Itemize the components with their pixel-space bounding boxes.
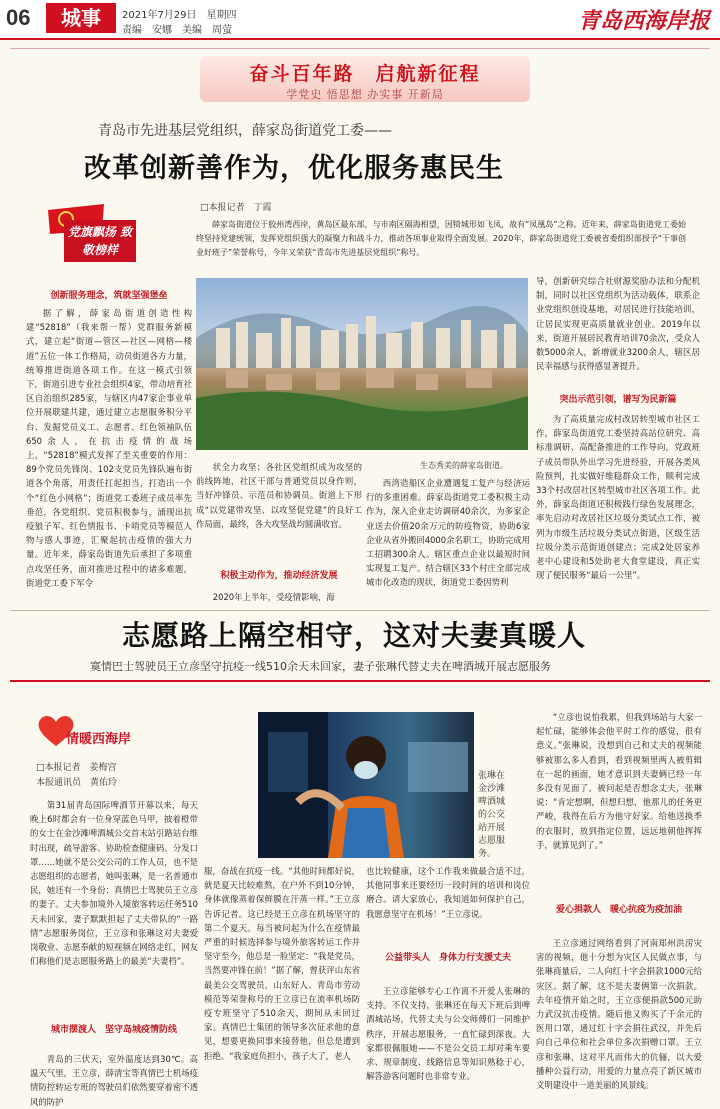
top-rule <box>10 48 710 49</box>
story2-column-2-text: 服，奋战在抗疫一线。“其他时间都好说，就是夏天比较难熬，在户外不到10分钟，身体就像蒸着保鲜膜在汗蒸一样。”王立彦告诉记者。这已经是王立彦在机场坚守的第二个夏天。每当被问起为什么在疫情最严重的时候选择参与境外旅客转运工作并坚守至今，他总是一脸坚定：“我是党员，当然要冲锋在前！”据了解，曾获评山东省最美公交驾驶员，山东好人、青岛市劳动模范等荣誉称号的王立彦已在流率机场防疫专班坚守了510余天，期间从未回过家。真情巴士集团的领导多次征求他的意见，想要更换同事来接替他，但总是遭到拒绝。“我家庭负担小，孩子大了，老人 <box>204 866 360 1061</box>
story1-column-2b <box>196 590 362 606</box>
warmth-badge-text: 情暖西海岸 <box>66 732 132 747</box>
party-badge <box>44 200 138 264</box>
story1-column-3 <box>366 476 530 606</box>
story2-column-3b <box>366 984 530 1095</box>
campaign-banner <box>200 56 530 102</box>
story-divider <box>10 610 710 611</box>
section-label: 城事 <box>46 3 116 33</box>
story2-column-4-text: “立彦也说怕我累，但我到场站与大家一起忙碌，能够体会他平时工作的感觉，很有意义。”张琳说，没想到自己和丈夫的视频能够被那么多人看到，看到视频里两人被剪辑在一起的画面，她才意识到夫妻俩已经一年多没有见面了。被问起是否想念丈夫，张琳说：“肯定想啊，但想归想，他那儿的任务更严峻，我得在后方为他守好家。给他送换季的衣服时，放到指定位置，远远地朝他挥挥手，就算见到了。” <box>536 712 702 850</box>
banner-subtitle: 学党史 悟思想 办实事 开新局 <box>286 88 444 101</box>
column-4-text: 导，创新研究综合社财源奖励办法和分配机制，同时以社区党组织为活动载体，联系企业党组织创设基地，对居民进行技能培训，让居民实现更高质量就业创业。2019年以来，街道开展居民教育培训70余次，受众人数5000余人，新增就业3200余人，辖区居民幸福感与获得感显著提升。 <box>536 276 700 372</box>
page-header <box>0 0 720 40</box>
story1-subhead-3: 突出示范引领，谱写为民新篇 <box>559 395 677 405</box>
story1-column-4 <box>536 274 700 374</box>
issue-date: 2021年7月29日 星期四 <box>122 10 237 21</box>
story2-column-2 <box>204 864 360 1095</box>
column-3-text: 西湾造船区企业遭遇复工复产与经济运行的多重困难。薛家岛街道党工委积极主动作为，深入企业走访调研40余次，为多家企业送去价值20余万元的防疫物资，协助6家企业从省外搬回4000余名职工，协助完成用工招聘300余人。辖区重点企业以最短时间实现复工复产。结合辖区33个村庄全部完成城市化改造的现状，街道党工委因势利 <box>366 478 530 588</box>
masthead-logo: 青岛西海岸报 <box>577 8 710 34</box>
warmth-badge <box>36 712 160 754</box>
story2-subhead-3: 爱心捐款人 暖心抗疫为疫加油 <box>555 905 682 915</box>
story2-column-1b <box>30 1052 198 1107</box>
story2-byline-2: 本报通讯员 黄佑玲 <box>36 778 118 788</box>
story1-subhead-1: 创新服务理念，筑就坚强堡垒 <box>50 291 168 301</box>
cityscape-illustration <box>196 278 528 450</box>
district-photo <box>196 278 528 450</box>
story2-column-1b-text: 青岛的三伏天，室外温度达到30℃。高温天气里，王立彦，薛清宝等真情巴士机场疫情防控转运专班的驾驶员们依然要穿着密不透风的防护 <box>30 1054 198 1107</box>
badge-text: 党旗飘扬 致敬榜样 <box>64 220 136 262</box>
story2-rule <box>10 680 710 682</box>
story2-subhead-1: 城市摆渡人 坚守岛城疫情防线 <box>50 1025 177 1035</box>
story1-byline: □本报记者 丁霞 <box>200 203 272 213</box>
story1-lede <box>196 218 686 262</box>
story2-column-4b <box>536 936 702 1095</box>
column-2b-text: 2020年上半年，受疫情影响，海 <box>212 592 335 602</box>
volunteer-illustration <box>258 712 474 858</box>
column-2-text: 状全力攻坚；各社区党组织成为攻坚的前线阵地，社区干部与普通党员以身作则，当好冲锋员、示范员和协调员。街道上下形成“以党建带攻坚、以攻坚促党建”的良好工作局面，最终，各大攻坚战均圆满收官。 <box>196 462 362 529</box>
banner-title: 奋斗百年路 启航新征程 <box>249 63 481 85</box>
story2-column-4 <box>536 710 702 896</box>
story1-column-1 <box>26 306 192 604</box>
story1-column-4b <box>536 412 700 606</box>
volunteer-photo <box>258 712 474 858</box>
story2-byline-1: □本报记者 姜梅宫 <box>36 763 117 773</box>
column-1-text: 据了解，薛家岛街道创造性构建“52818”（我来帮一帮）党群服务新模式，建立起“街道—管区—社区—网格—楼道”五位一体工作格局，动员街道各方力量，统筹推进街道各项工作。在这一模式引领下，街道引进专业社会组织4家，带动培育社区自治组织285家，与辖区内47家企事业单位开展联建共建，通过建立志愿服务积分平台、发掘党员义工、志愿者、红色领袖队伍650余人，在抗击疫情的战场上，“52818”模式发挥了至关重要的作用：89个党员先锋岗、102支党员先锋队遍布街道各个角落，用责任扛起担当，打造出一个个“红色小网格”；街道党工委班子成员率先垂范，各党组织、党员积极参与，涌现出抗疫狼子军、红色情报书、卡哨党员等模范人物与感人事迹，汇聚起抗击疫情的强大力量。近年来，薛家岛街道先后承担了多项重点攻坚任务，面对推进过程中的诸多难题，街道党工委下军令 <box>26 308 192 588</box>
story2-subhead-2: 公益带头人 身体力行支援丈夫 <box>384 953 511 963</box>
story1-column-2 <box>196 460 362 566</box>
story2-column-4b-text: 王立彦通过网络看到了河南郑州洪涝灾害的视频，他十分想为灾区人民做点事，与张琳商量后，二人向红十字会捐款1000元给灾区。据了解，这不是夫妻俩第一次捐款。去年疫情开始之时，王立彦便捐款500元助力武汉抗击疫情。随后他又购买了千余元的医用口罩，通过红十字会捐往武汉，并先后向自己单位和社会单位多次捐赠口罩。王立彦和张琳，这对平凡而伟大的伉俪，以大爱播种公益行动，用爱的力量点亮了新区城市文明建设中一道美丽的风景线。 <box>536 938 702 1091</box>
photo1-caption: 生态秀美的薛家岛街道。 <box>420 461 508 470</box>
page-number: 06 <box>6 5 31 30</box>
story2-column-3-text: 也比较健康，这个工作我来做最合适不过，其他同事来还要经历一段时间的培训和岗位磨合。请大家放心，我知道如何保护自己，我愿意坚守在机场！”王立彦说。 <box>366 866 530 919</box>
story2-subhead: 寞情巴士驾驶员王立彦坚守抗疫一线510余天未回家，妻子张琳代替丈夫在啤酒城开展志愿服务 <box>90 660 551 673</box>
photo2-caption: 张琳在金沙滩啤酒城的公交站开展志愿服务。 <box>478 771 506 859</box>
editors-line: 责编 安娜 美编 周萤 <box>122 25 232 36</box>
lede-text: 薛家岛街道位于胶州湾西岸，黄岛区最东部，与市南区隔海相望，因犄城形如飞凤，故有“凤凰岛”之称。近年来，薛家岛街道党工委始终坚持党建统领，发挥党组织强大的凝聚力和战斗力，推动各项事业取得全面发展。2020年，薛家岛街道党工委被省委组织部授予“干事创业好班子”荣誉称号，今年又荣获“青岛市先进基层党组织”称号。 <box>196 220 686 257</box>
story2-column-1-text: 第31届青岛国际啤酒节开幕以来，每天晚上6时都会有一位身穿蓝色马甲，披着橙带的女士在金沙滩啤酒城公交首末站引路站台维时出现，疏导游客、协助检查健康码、分发口罩……她就不是公交公司的工作人员，也不是志愿组织的志愿者，她叫张琳，是一名普通市民，她还有一个身份：真情巴士驾驶员王立彦的妻子。丈夫参加境外入境旅客转运任务510天未回家，妻子默默担起了丈夫带队的“一路情”志愿服务岗位，王立彦和张琳这对夫妻爱岗敬业、志愿奉献的短视频在网络走红，网友们称他们是志愿服务路上的最美“夫妻档”。 <box>30 800 198 967</box>
story1-headline: 改革创新善作为，优化服务惠民生 <box>84 153 504 184</box>
story2-column-3b-text: 王立彦能够专心工作离不开爱人张琳的支持。不仅支持，张琳还在每天下班后到啤酒城站场，代替丈夫与公交师傅们一同维护秩序，开展志愿服务，一直忙碌到深夜。大家都很佩服她——不是公交员工却对乘车要求、规章制度、线路信息等知识熟稔于心，解答游客问题时也非常专业。 <box>366 986 530 1082</box>
story1-kicker: 青岛市先进基层党组织，薛家岛街道党工委—— <box>98 123 392 139</box>
story2-headline: 志愿路上隔空相守，这对夫妻真暖人 <box>122 619 587 652</box>
story2-column-3 <box>366 864 530 944</box>
story1-subhead-2: 积极主动作为，推动经济发展 <box>220 571 338 581</box>
column-4b-text: 为了高质量完成村改居转型城市社区工作，薛家岛街道党工委坚持高站位研究、高标准调研、高配备推进的工作导向，党政班子成员带队外出学习先进经验，开展各类风险预判，扎实做好维稳群众工作，顺利完成33个村改居社区转型城市社区各项工作。此外，薛家岛街道还积极践行绿色发展理念，率先启动对改居社区垃圾分类试点工作，被列为市级生活垃圾分类试点街道，区级生活垃圾分类示范街道创建点；完成2处居家养老中心建设和5处助老大食堂建设，真正实现了便民服务“最后一公里”。 <box>536 414 700 581</box>
story2-column-1 <box>30 798 198 1020</box>
